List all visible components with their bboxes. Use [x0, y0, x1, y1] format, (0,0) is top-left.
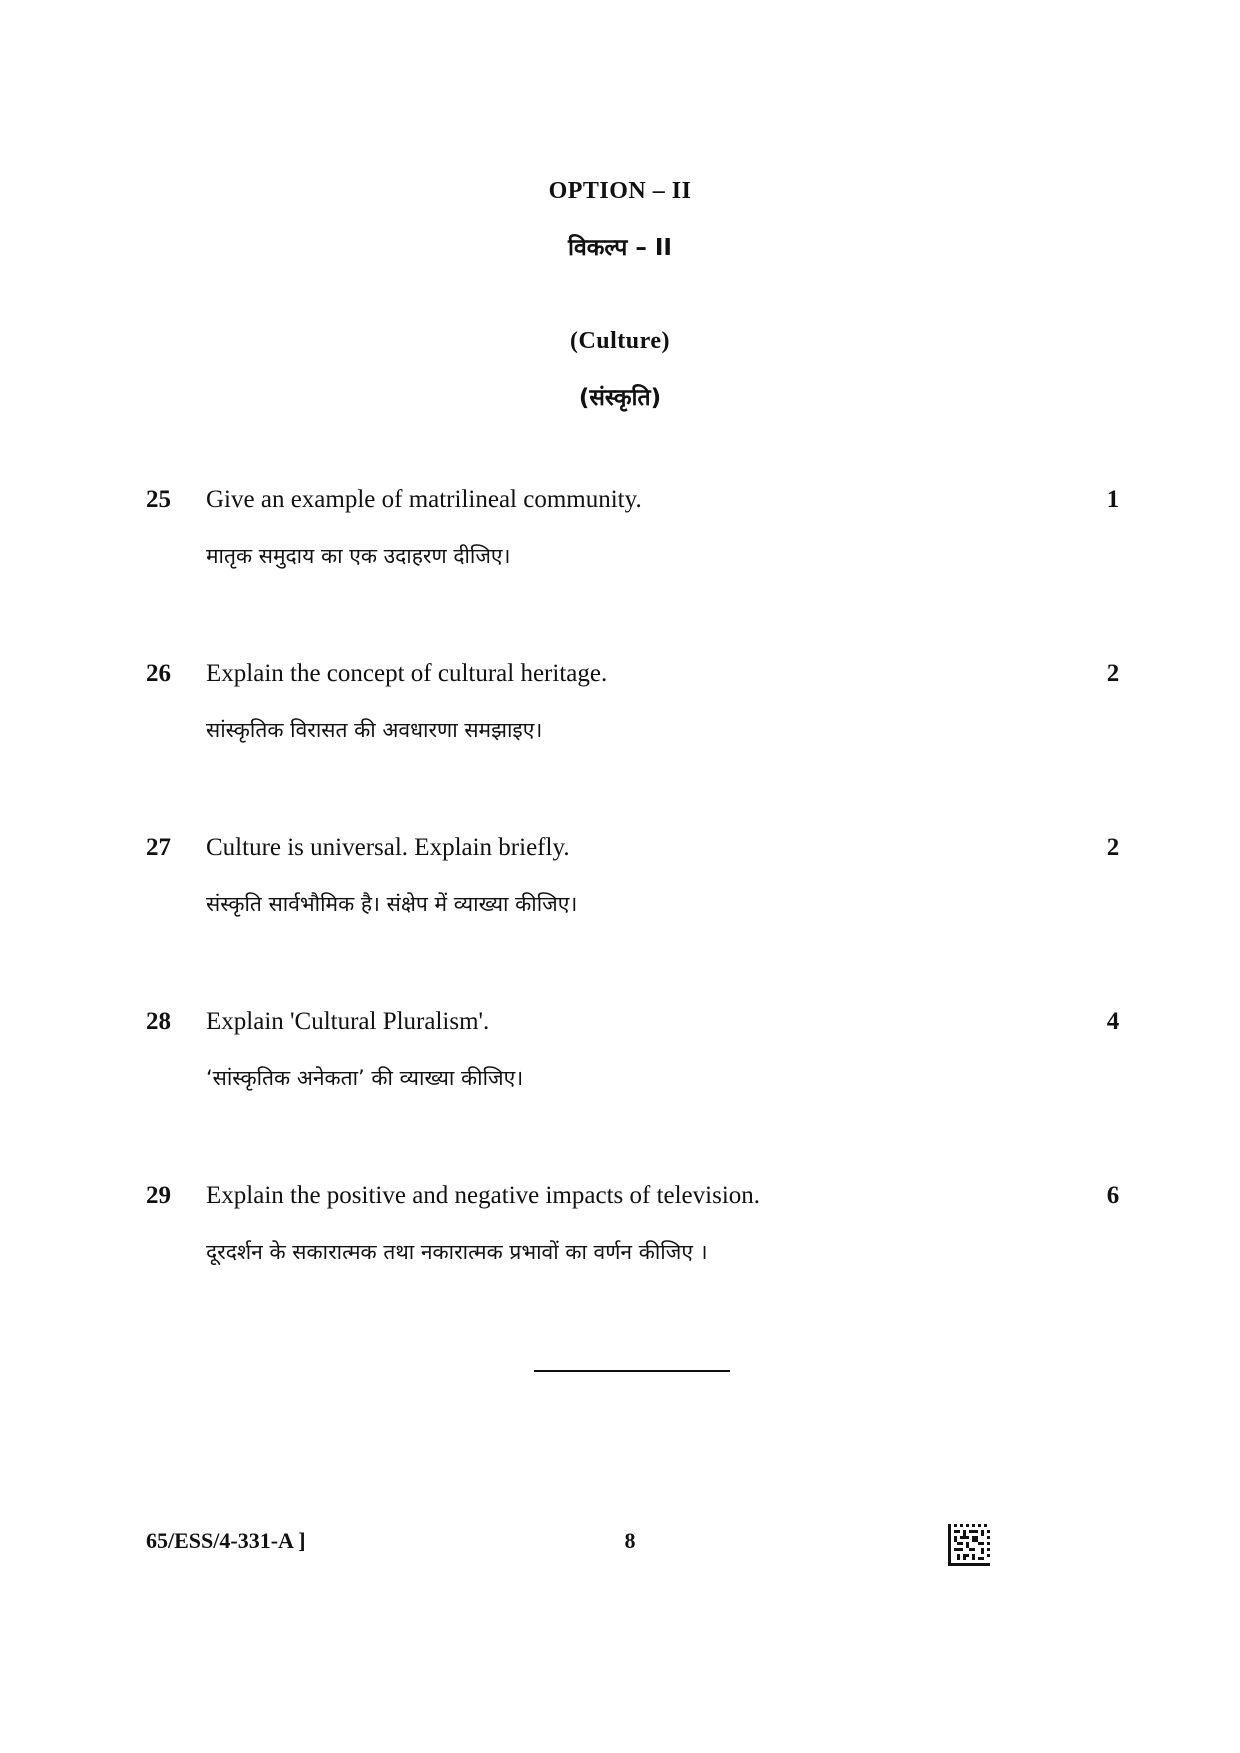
question-26 — [0, 660, 1240, 750]
question-text-hindi: सांस्कृतिक विरासत की अवधारणा समझाइए। — [206, 718, 543, 742]
question-number: 28 — [146, 1008, 171, 1035]
question-text-hindi: संस्कृति सार्वभौमिक है। संक्षेप में व्याख्या कीजिए। — [206, 892, 578, 916]
section-heading: (Culture) — [569, 328, 671, 354]
paper-code: 65/ESS/4-331-A ] — [146, 1528, 306, 1553]
question-text-hindi: मातृक समुदाय का एक उदाहरण दीजिए। — [206, 544, 511, 568]
question-text-hindi: ‘सांस्कृतिक अनेकता’ की व्याख्या कीजिए। — [206, 1066, 524, 1090]
question-text-english: Give an example of matrilineal community. — [206, 486, 642, 513]
question-marks: 6 — [1106, 1182, 1120, 1209]
section-heading-hindi: (संस्कृति) — [578, 385, 662, 411]
qr-code-icon — [948, 1524, 990, 1566]
question-28 — [0, 1008, 1240, 1098]
question-number: 29 — [146, 1182, 171, 1209]
question-marks: 4 — [1106, 1008, 1120, 1035]
question-marks: 2 — [1106, 834, 1120, 861]
question-number: 26 — [146, 660, 171, 687]
question-marks: 1 — [1106, 486, 1120, 513]
page-number: 8 — [624, 1528, 636, 1553]
end-divider — [534, 1370, 730, 1372]
question-text-english: Explain 'Cultural Pluralism'. — [206, 1008, 490, 1035]
question-text-hindi: दूरदर्शन के सकारात्मक तथा नकारात्मक प्रभावों का वर्णन कीजिए । — [206, 1240, 708, 1264]
option-heading: OPTION – II — [548, 178, 692, 204]
question-25 — [0, 486, 1240, 576]
option-heading-hindi: विकल्प – II — [568, 235, 672, 261]
question-text-english: Explain the concept of cultural heritage. — [206, 660, 608, 687]
question-number: 25 — [146, 486, 171, 513]
question-number: 27 — [146, 834, 171, 861]
question-text-english: Culture is universal. Explain briefly. — [206, 834, 570, 861]
question-29 — [0, 1182, 1240, 1272]
question-text-english: Explain the positive and negative impacts of television. — [206, 1182, 761, 1209]
question-marks: 2 — [1106, 660, 1120, 687]
question-27 — [0, 834, 1240, 924]
